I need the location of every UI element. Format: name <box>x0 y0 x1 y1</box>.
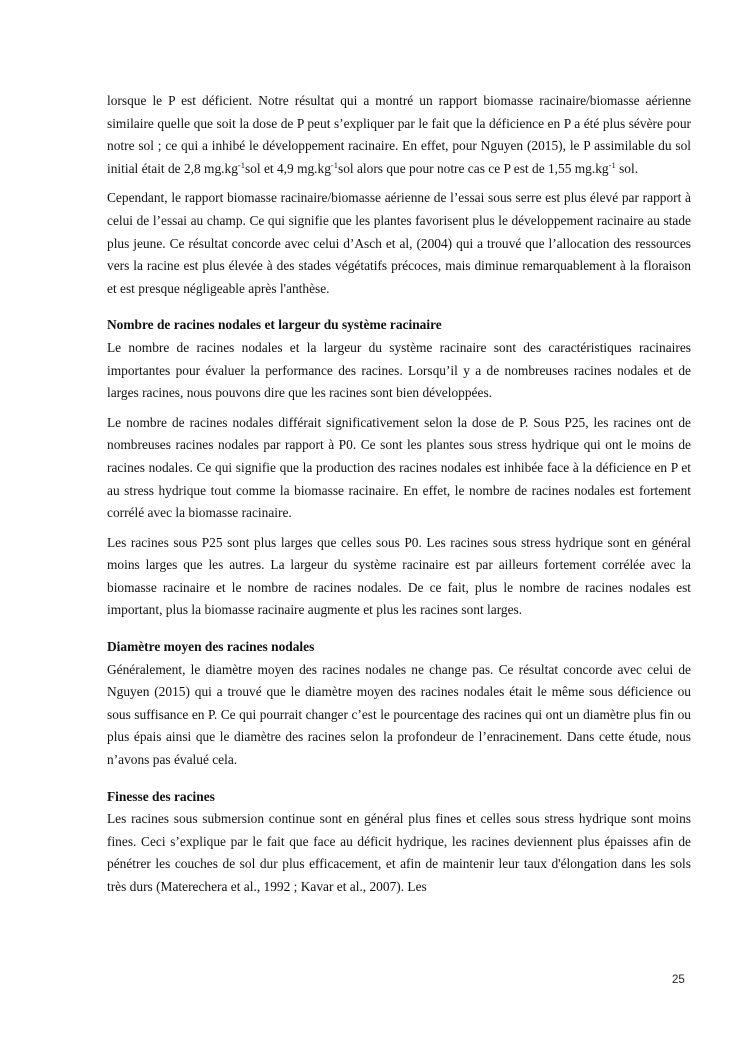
section-heading-fineness: Finesse des racines <box>107 788 215 804</box>
section-heading-nodal-roots: Nombre de racines nodales et largeur du système racinaire <box>107 317 442 333</box>
page-number: 25 <box>672 974 685 986</box>
section-heading-diameter: Diamètre moyen des racines nodales <box>107 639 315 655</box>
paragraph-6: Généralement, le diamètre moyen des racines nodales ne change pas. Ce résultat concorde avec celui de Nguyen (2015) qui a trouvé que le diamètre moyen des racines nodales était le même sous déficience ou sous suffisance en P. Ce qui pourrait changer c’est le pourcentage des racines qui ont un diamètre plus fin ou plus épais ainsi que le diamètre des racines selon la profondeur de l’enracinement. Dans cette étude, nous n’avons pas évalué cela. <box>107 661 691 768</box>
paragraph-1-text-d: sol. <box>615 160 639 176</box>
paragraph-3: Le nombre de racines nodales et la largeur du système racinaire sont des caractéristiques racinaires importantes pour évaluer la performance des racines. Lorsqu’il y a de nombreuses racines nodales et de larges racines, nous pouvons dire que les racines sont bien développées. <box>107 339 691 401</box>
superscript-3: -1 <box>608 159 616 170</box>
paragraph-1 <box>107 90 691 180</box>
page-body <box>107 90 691 906</box>
paragraph-7: Les racines sous submersion continue sont en général plus fines et celles sous stress hydrique sont moins fines. Ceci s’explique par le fait que face au déficit hydrique, les racines deviennent plus épaisses afin de pénétrer les couches de sol dur plus efficacement, et afin de maintenir leur taux d'élongation dans les sols très durs (Materechera et al., 1992 ; Kavar et al., 2007). Les <box>107 811 691 894</box>
superscript-1: -1 <box>237 159 245 170</box>
paragraph-1-text-b: sol et 4,9 mg.kg <box>245 160 331 176</box>
paragraph-5: Les racines sous P25 sont plus larges que celles sous P0. Les racines sous stress hydrique sont en général moins larges que les autres. La largeur du système racinaire est par ailleurs fortement corrélée avec la biomasse racinaire et le nombre de racines nodales. De ce fait, plus le nombre de racines nodales est important, plus la biomasse racinaire augmente et plus les racines sont larges. <box>107 534 691 618</box>
paragraph-2: Cependant, le rapport biomasse racinaire/biomasse aérienne de l’essai sous serre est plus élevé par rapport à celui de l’essai au champ. Ce qui signifie que les plantes favorisent plus le développement racinaire au stade plus jeune. Ce résultat concorde avec celui d’Asch et al, (2004) qui a trouvé que l’allocation des ressources vers la racine est plus élevée à des stades végétatifs précoces, mais diminue remarquablement à la floraison et est presque négligeable après l'anthèse. <box>107 190 691 296</box>
paragraph-1-text-c: sol alors que pour notre cas ce P est de 1,55 mg.kg <box>338 160 609 176</box>
paragraph-1-text-a: lorsque le P est déficient. Notre résultat qui a montré un rapport biomasse racinaire/biomasse aérienne similaire quelle que soit la dose de P peut s’expliquer par le fait que la déficience en P a été plus sévère pour notre sol ; ce qui a inhibé le développement racinaire. En effet, pour Nguyen (2015), le P assimilable du sol initial était de 2,8 mg.kg <box>107 93 691 176</box>
superscript-2: -1 <box>330 159 339 170</box>
paragraph-4: Le nombre de racines nodales différait significativement selon la dose de P. Sous P25, les racines ont de nombreuses racines nodales par rapport à P0. Ce sont les plantes sous stress hydrique qui ont le moins de racines nodales. Ce qui signifie que la production des racines nodales est inhibée face à la déficience en P et au stress hydrique tout comme la biomasse racinaire. En effet, le nombre de racines nodales est fortement corrélé avec la biomasse racinaire. <box>107 414 691 521</box>
